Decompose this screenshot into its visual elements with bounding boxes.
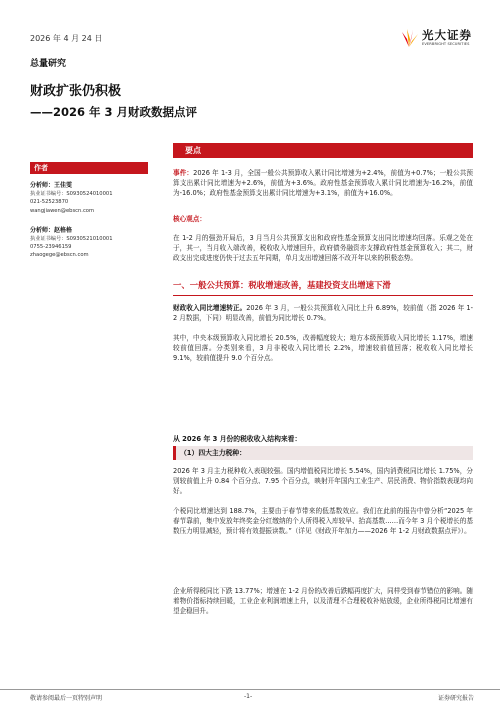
author-cert: 执业证书编号：S0930521010001 xyxy=(30,236,113,243)
revenue-paragraph xyxy=(173,303,473,323)
summary-column xyxy=(173,143,473,363)
revenue-text: 2026 年 3 月，一般公共预算收入同比上升 6.89%，较前值（指 2026 年 1-2 月数据，下同）明显改善，前值为同比增长 0.7%。 xyxy=(173,304,474,322)
author-card xyxy=(30,182,148,215)
core-view-paragraph: 在 1-2 月的强劲开局后，3 月当月公共预算支出和政府性基金预算支出同比增速均回落。乐观之处在于，其一，当月收入端改善，税收收入增速回升，政府债务融资亦支撑政府性基金预算收入；其二，财政支出完成进度仍快于过去五年同期，单月支出增速回落不改开年以来的积极态势。 xyxy=(173,234,473,262)
page-number: -1- xyxy=(244,693,253,700)
report-title: 财政扩张仍积极 xyxy=(30,84,122,99)
income-tax-paragraph: 个税同比增速达到 188.7%，主要由于春节带来的低基数效应。我们在此前的报告中曾分析“2025 年春节靠前，集中发放年终奖金分红缴纳的个人所得税入库较早、抬高基数……而今年 3 月个税增长的基数压力明显减轻，预计将有效提振读数。”（详见《财政开年加力——2026 年 1-2 月财政数据点评》）。 xyxy=(173,507,473,535)
author-card xyxy=(30,227,148,260)
revenue-detail-paragraph: 其中，中央本级预算收入同比增长 20.5%，改善幅度较大；地方本级预算收入同比增长 1.17%，增速较前值回落。分类别来看，3 月非税收入同比增长 2.2%，增速较前值回落；税收收入同比增长 9.1%，较前值提升 9.0 个百分点。 xyxy=(173,334,473,362)
report-subtitle: ——2026 年 3 月财政数据点评 xyxy=(30,105,198,119)
broker-logo xyxy=(398,26,478,50)
footer-report-type: 证券研究报告 xyxy=(437,695,474,702)
authors-header: 作者 xyxy=(30,162,148,174)
event-text: 2026 年 1-3 月，全国一般公共预算收入累计同比增速为+2.4%，前值为+0.7%；一般公共预算支出累计同比增速为+2.6%，前值为+3.6%。政府性基金预算收入累计同比增速为-16.2%，前值为-16.0%；政府性基金预算支出累计同比增速为+3.1%，前值为+16.0%。 xyxy=(173,169,474,197)
author-name: 分析师：赵格格 xyxy=(30,226,73,234)
author-phone: 021-52523870 xyxy=(30,199,69,206)
event-paragraph xyxy=(173,168,473,198)
author-email[interactable]: wangjiawen@ebscn.com xyxy=(30,207,95,214)
summary-header: 要点 xyxy=(173,143,473,158)
footer-divider xyxy=(0,689,500,690)
author-email[interactable]: zhaogege@ebscn.com xyxy=(30,252,89,259)
author-name: 分析师：王佳雯 xyxy=(30,182,73,189)
corporate-tax-paragraph: 企业所得税同比下跌 13.77%；增速在 1-2 月份的改善后跌幅再度扩大，同样受到春节错位的影响。随着物价指标持续回暖，工业企业利润增速上升，以及清理不合理税收补贴放缓，企业所得税同比增速有望企稳回升。 xyxy=(173,587,473,615)
logo-english-name: EVERBRIGHT SECURITIES xyxy=(422,42,470,46)
event-label: 事件： xyxy=(173,169,194,177)
author-phone: 0755-23946159 xyxy=(30,244,72,251)
logo-chinese-name: 光大证券 xyxy=(422,28,472,42)
core-view-label: 核心观点： xyxy=(173,215,206,223)
tax-structure-heading: 从 2026 年 3 月份的税收收入结构来看： xyxy=(173,435,302,443)
main-tax-paragraph: 2026 年 3 月主力税种收入表现较强。国内增值税同比增长 5.54%，国内消费税同比增长 1.75%，分别较前值上升 0.84 个百分点、7.95 个百分点，映射开年国内工业生产、居民消费、物价指数表现均向好。 xyxy=(173,467,473,495)
main-taxes-subheading: （1）四大主力税种： xyxy=(173,446,473,460)
section-heading: 一、一般公共预算：税收增速改善，基建投资支出增速下滑 xyxy=(173,278,473,296)
footer-disclaimer: 敬请参阅最后一页特别声明 xyxy=(30,695,103,702)
authors-panel xyxy=(30,162,148,260)
author-cert: 执业证书编号：S0930524010001 xyxy=(30,191,113,198)
revenue-lead: 财政收入同比增速转正。 xyxy=(173,304,247,312)
report-category: 总量研究 xyxy=(30,59,67,69)
sunburst-logo-icon xyxy=(398,27,420,49)
report-date: 2026 年 4 月 24 日 xyxy=(30,34,103,43)
